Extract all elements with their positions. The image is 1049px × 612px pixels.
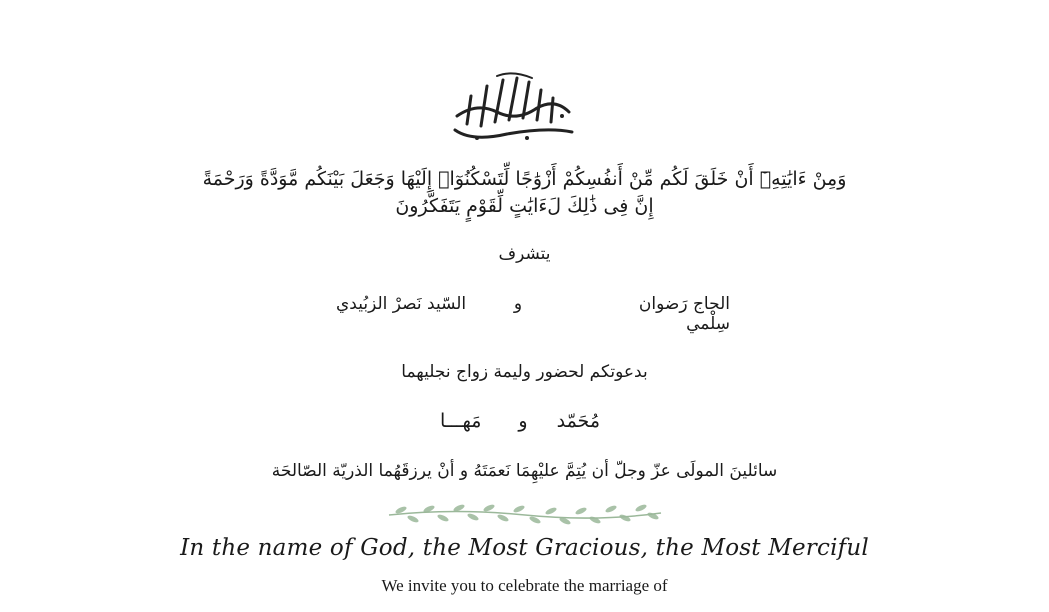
- verse-line-1: وَمِنْ ءَايَٰتِهِۦٓ أَنْ خَلَقَ لَكُم مِّنْ أَنفُسِكُمْ أَزْوَٰجًا لِّتَسْكُنُوٓا۟ إِلَيْهَا وَجَعَلَ بَيْنَكُم مَّوَدَّةً وَرَحْمَةً: [202, 168, 847, 190]
- quran-verse: [0, 166, 1049, 220]
- bismillah-calligraphy-icon: [437, 72, 587, 148]
- couple-conjunction: و: [518, 410, 528, 432]
- couple-row: [0, 410, 1049, 440]
- hosts-row: [0, 294, 1049, 334]
- yatasharraf-text: يتشرف: [498, 244, 551, 264]
- host-left: السّيد نَصرْ الزبُيدي: [336, 294, 467, 314]
- olive-vine-divider-icon: [385, 500, 665, 528]
- invitation-arabic: بدعوتكم لحضور وليمة زواج نجليهما: [401, 362, 648, 382]
- groom-name: مُحَمّد: [556, 410, 600, 432]
- host-right: الحاج رَضوان سِلْمي: [638, 294, 730, 334]
- bride-name: مَهـــا: [440, 410, 482, 432]
- english-invite: We invite you to celebrate the marriage of: [381, 576, 668, 595]
- english-title: In the name of God, the Most Gracious, the Most Merciful: [180, 535, 869, 561]
- prayer-text: سائلينَ المولَى عزّ وجلّ أن يُتِمَّ عليْهِمَا نَعمَتَهُ و أنْ يرزقَهُما الذريّة الصّالحَة: [271, 461, 778, 481]
- host-conjunction: و: [513, 294, 523, 314]
- verse-line-2: إِنَّ فِى ذَٰلِكَ لَءَايَٰتٍ لِّقَوْمٍ يَتَفَكَّرُونَ: [395, 195, 654, 217]
